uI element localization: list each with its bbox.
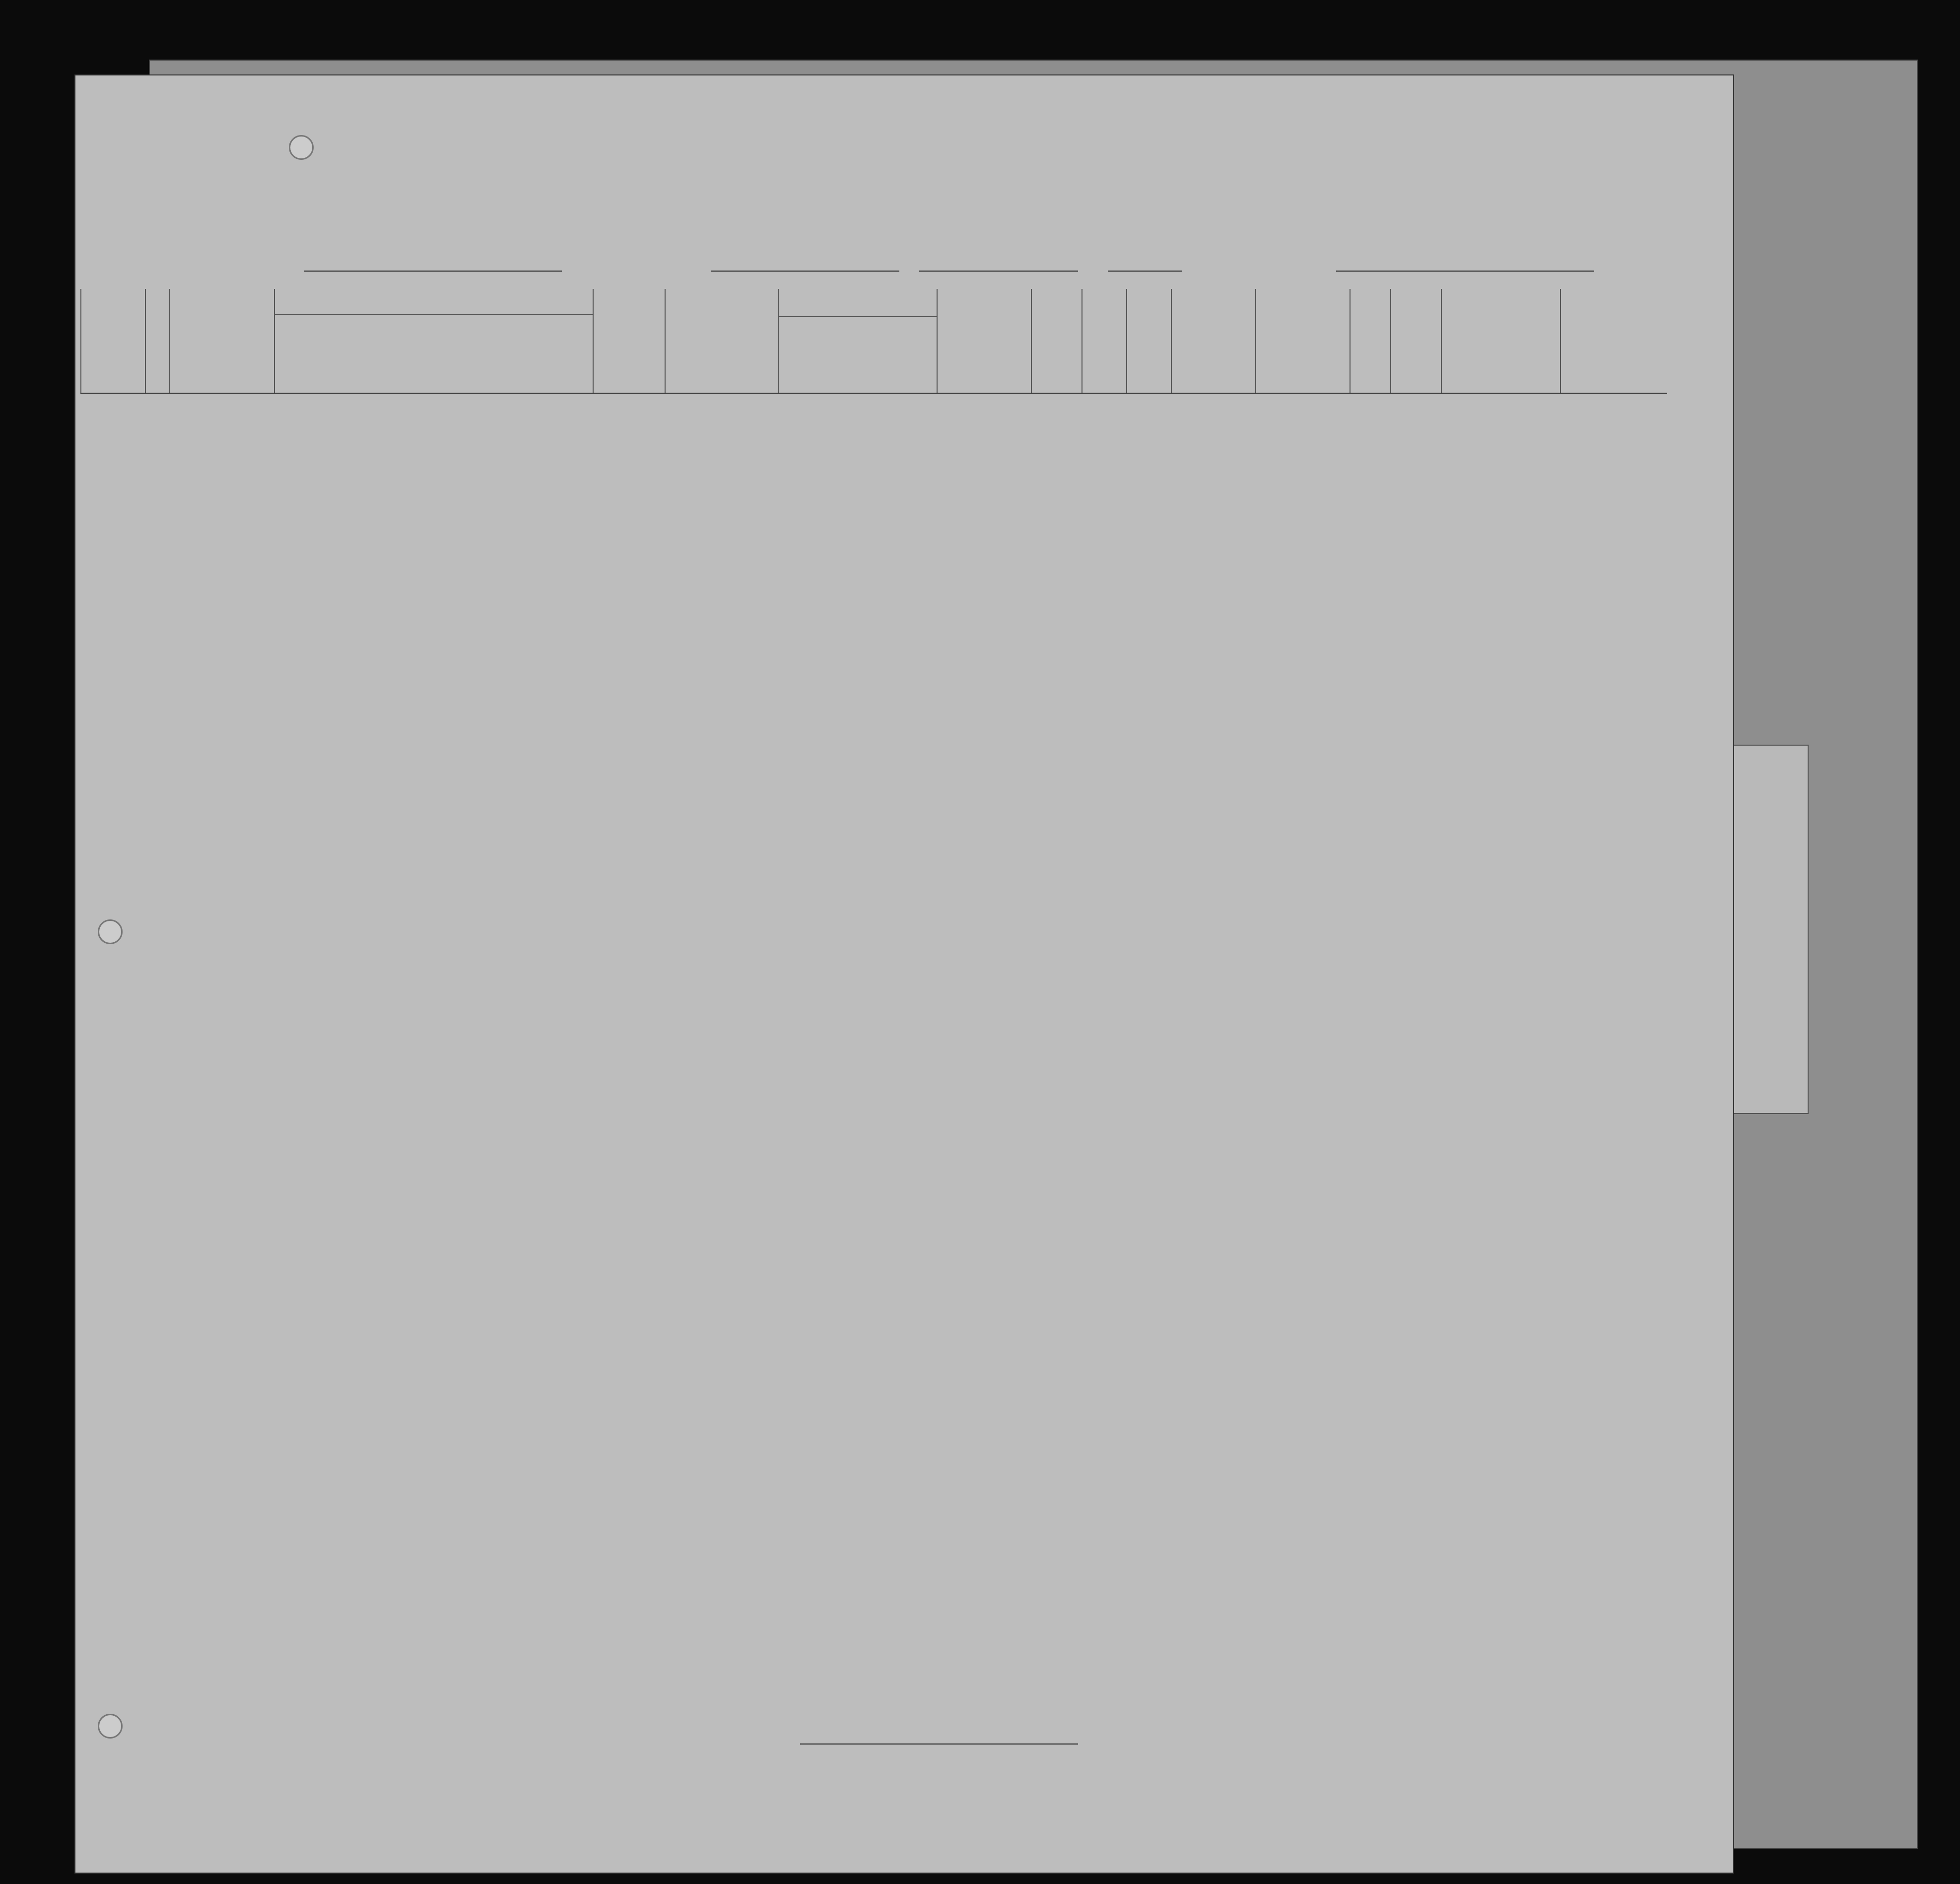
header-race	[1171, 289, 1256, 393]
punch-hole	[289, 135, 314, 160]
header-height	[1350, 289, 1391, 393]
header-prior-voyage	[169, 289, 274, 393]
header-position	[665, 289, 778, 393]
passenger-tab	[1732, 745, 1809, 1114]
crew-manifest-table	[80, 289, 1667, 394]
underline	[304, 271, 562, 272]
punch-hole	[98, 1714, 123, 1739]
header-service-length	[593, 289, 665, 393]
header-articles	[81, 289, 145, 393]
footer-owners	[185, 1797, 195, 1813]
underline	[1336, 271, 1594, 272]
header-shipped	[778, 289, 937, 393]
manifest-page	[74, 74, 1734, 1874]
header-sex	[1127, 289, 1171, 393]
header-age	[1082, 289, 1127, 393]
underline	[711, 271, 899, 272]
header-name	[274, 289, 593, 393]
header-remarks	[1560, 289, 1667, 393]
underline	[919, 271, 1078, 272]
header-nationality	[1256, 289, 1350, 393]
header-paid-off	[937, 289, 1031, 393]
underline	[1108, 271, 1182, 272]
punch-hole	[98, 919, 123, 944]
header-read	[1031, 289, 1082, 393]
footer-line	[185, 1773, 195, 1789]
footer-agents	[155, 1821, 165, 1836]
header-physical-marks	[1441, 289, 1560, 393]
header-list-no	[145, 289, 169, 393]
header-weight	[1391, 289, 1441, 393]
